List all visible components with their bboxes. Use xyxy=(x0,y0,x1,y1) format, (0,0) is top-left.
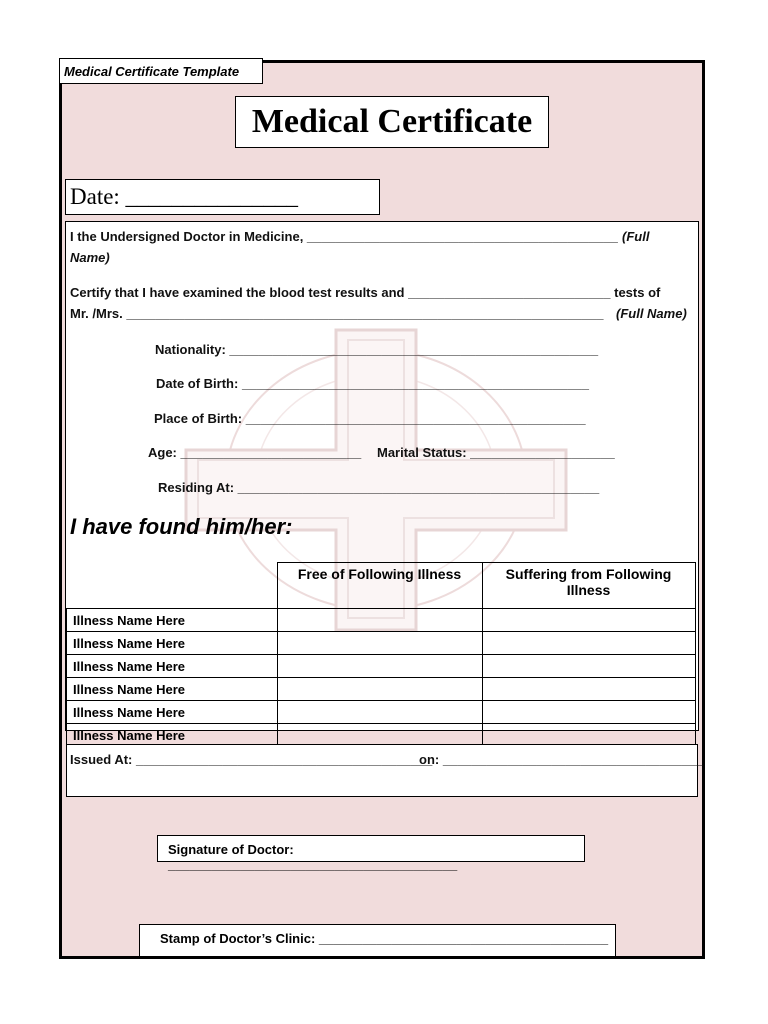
found-heading: I have found him/her: xyxy=(70,514,293,539)
template-label: Medical Certificate Template xyxy=(59,58,263,84)
full-name-hint-cont: Name) xyxy=(70,250,110,265)
illness-name: Illness Name Here xyxy=(67,701,278,724)
issued-at-field[interactable]: Issued At: _________________________________________ xyxy=(70,752,433,767)
place-of-birth-field[interactable]: Place of Birth: _______________________________________________ xyxy=(154,411,586,426)
date-of-birth-field[interactable]: Date of Birth: ________________________________________________ xyxy=(156,376,589,391)
signature-field[interactable]: Signature of Doctor: ________________________________________ xyxy=(157,835,585,862)
certificate-title: Medical Certificate xyxy=(235,96,549,148)
free-cell[interactable] xyxy=(277,655,482,678)
column-suffering-from-illness: Suffering from Following Illness xyxy=(482,563,695,609)
free-cell[interactable] xyxy=(277,678,482,701)
column-free-of-illness: Free of Following Illness xyxy=(277,563,482,609)
illness-table xyxy=(66,562,696,747)
illness-name: Illness Name Here xyxy=(67,609,278,632)
table-row xyxy=(67,609,696,632)
nationality-field[interactable]: Nationality: ___________________________________________________ xyxy=(155,342,599,357)
suffering-cell[interactable] xyxy=(482,678,695,701)
marital-status-field[interactable]: Marital Status: ____________________ xyxy=(377,445,615,460)
suffering-cell[interactable] xyxy=(482,655,695,678)
issued-on-field[interactable]: on: ____________________________________ xyxy=(419,752,704,767)
date-field[interactable]: Date: _______________ xyxy=(65,179,380,215)
intro-line-2: Certify that I have examined the blood test results and ____________________________ tests of xyxy=(70,285,661,300)
suffering-cell[interactable] xyxy=(482,609,695,632)
suffering-cell[interactable] xyxy=(482,701,695,724)
full-name-hint-2: (Full Name) xyxy=(616,306,687,321)
issued-box xyxy=(66,744,704,797)
table-row xyxy=(67,701,696,724)
table-row xyxy=(67,632,696,655)
illness-name: Illness Name Here xyxy=(67,724,278,747)
intro-line-3: Mr. /Mrs. __________________________________________________________________ xyxy=(70,306,604,321)
suffering-cell[interactable] xyxy=(482,632,695,655)
free-cell[interactable] xyxy=(277,701,482,724)
illness-name: Illness Name Here xyxy=(67,678,278,701)
table-row xyxy=(67,655,696,678)
free-cell[interactable] xyxy=(277,609,482,632)
illness-name: Illness Name Here xyxy=(67,632,278,655)
full-name-hint: (Full xyxy=(622,229,650,244)
stamp-field[interactable]: Stamp of Doctor’s Clinic: ________________________________________ xyxy=(139,924,616,957)
illness-name: Illness Name Here xyxy=(67,655,278,678)
intro-line-1: I the Undersigned Doctor in Medicine, ___________________________________________ xyxy=(70,229,618,244)
free-cell[interactable] xyxy=(277,632,482,655)
age-field[interactable]: Age: _________________________ xyxy=(148,445,362,460)
residing-at-field[interactable]: Residing At: __________________________________________________ xyxy=(158,480,600,495)
certificate-body xyxy=(65,221,699,743)
table-row xyxy=(67,678,696,701)
